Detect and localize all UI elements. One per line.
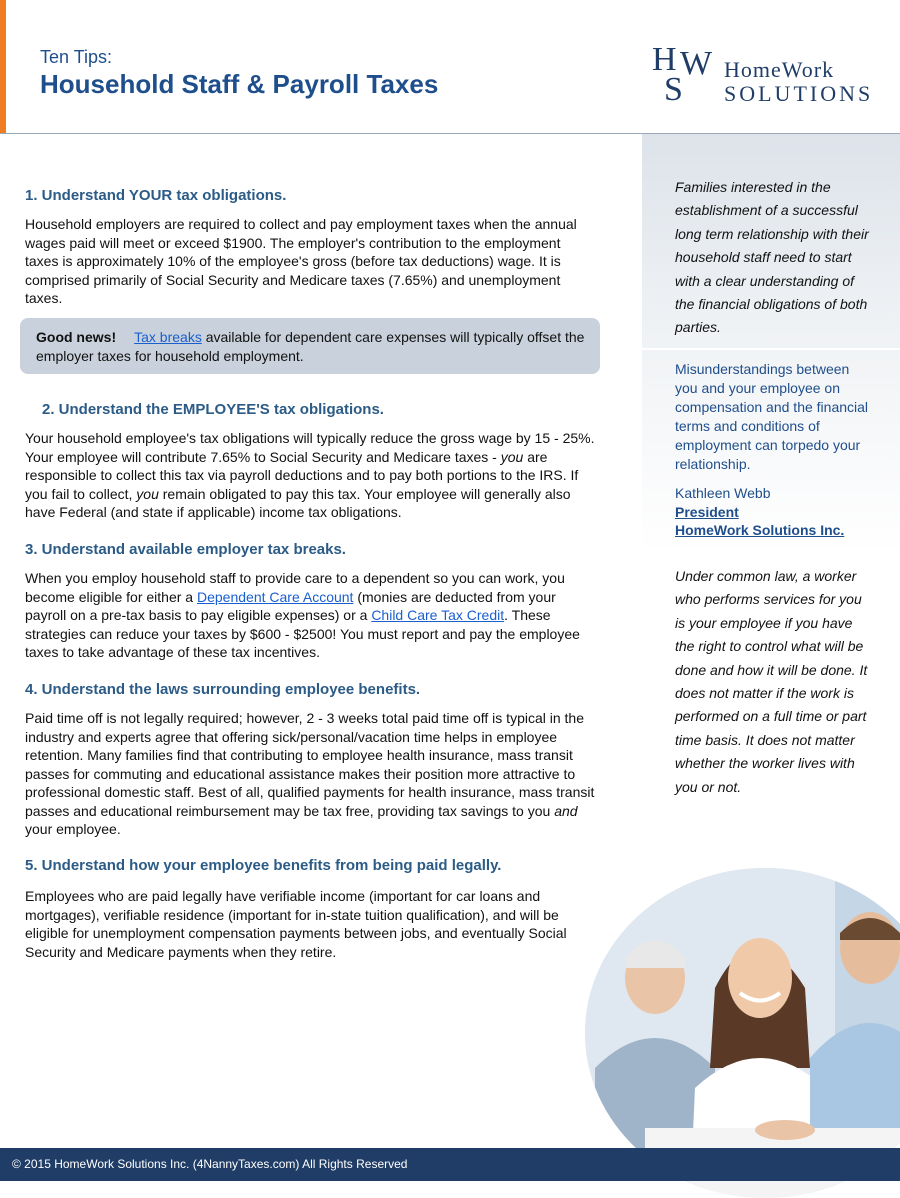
section-1-heading: 1. Understand YOUR tax obligations. [25, 187, 287, 204]
section-3-heading: 3. Understand available employer tax breaks. [25, 541, 346, 558]
author-name: Kathleen Webb [675, 485, 771, 501]
section-2-text-1: Your household employee's tax obligations will typically reduce the gross wage by 15 - 25%. Your employee will contribute 7.65% to Social Security and Medicare taxes - [25, 430, 595, 465]
section-5-heading: 5. Understand how your employee benefits from being paid legally. [25, 857, 502, 874]
accent-bar [0, 0, 6, 134]
section-4-heading: 4. Understand the laws surrounding employee benefits. [25, 681, 421, 698]
svg-text:W: W [680, 45, 713, 82]
sidebar-quote: Families interested in the establishment of a successful long term relationship with their household staff need to start with a clear understanding of the financial obligations of both parties. [675, 179, 869, 336]
section-2-em-2: you [136, 485, 159, 502]
header-kicker: Ten Tips: [40, 47, 113, 67]
section-2-text-2: are responsible to collect this tax via payroll deductions and to pay both portions to the IRS. If you fail to collect, [25, 448, 579, 502]
section-1-body: Household employers are required to collect and pay employment taxes when the annual wages paid will meet or exceed $1900. The employer's contribution to the employment taxes is approximately 10% of the employee's gross (before tax deductions) wage. It is comprised primarily of Social Security and Medicare taxes (7.65%) and unemployment taxes. [25, 216, 577, 306]
callout-text [36, 328, 591, 366]
child-care-tax-credit-link[interactable]: Child Care Tax Credit [371, 607, 505, 623]
section-3-text-1: When you employ household staff to provide care to a dependent so you can work, you become eligible for either a [25, 570, 565, 605]
sidebar-testimonial: Misunderstandings between you and your employee on compensation and the financial terms and conditions of employment can torpedo your relationship. [675, 361, 869, 472]
hsw-logo-mark-icon [650, 40, 720, 106]
sidebar-divider [642, 348, 900, 350]
section-4-text-1: Paid time off is not legally required; however, 2 - 3 weeks total paid time off is typical in the industry and experts agree that offering sick/personal/vacation time helps in employee retention. Many families find that contributing to employee health insurance, mass transit passes for commuting and educational assistance makes their position more attractive to professional domestic staff. Best of all, qualified payments for health insurance, mass transit passes and educational reimbursement may be tax free, providing tax savings to you [25, 710, 595, 819]
author-company: HomeWork Solutions Inc. [675, 522, 845, 538]
callout-label: Good news! [36, 329, 117, 345]
logo-text-solutions: SOLUTIONS [724, 81, 874, 106]
svg-text:H: H [652, 41, 677, 78]
good-news-callout [20, 318, 600, 374]
page-footer [0, 1148, 900, 1181]
section-2-body [25, 429, 595, 522]
section-2-heading: 2. Understand the EMPLOYEE'S tax obligations. [42, 401, 384, 418]
tax-breaks-link[interactable]: Tax breaks [134, 329, 202, 345]
section-3-text-2: (monies are deducted from your payroll on a pre-tax basis to pay eligible expenses) or a [25, 588, 556, 623]
section-3-text-3: . These strategies can reduce your taxes by $600 - $2500! You must report and pay the employee taxes to take advantage of these tax incentives. [25, 607, 580, 660]
section-2-em-1: you [500, 448, 524, 465]
section-4-body [25, 709, 595, 839]
section-3-body [25, 569, 595, 662]
copyright-text: © 2015 HomeWork Solutions Inc. (4NannyTaxes.com) All Rights Reserved [12, 1157, 408, 1171]
section-4-em: and [554, 802, 578, 819]
page-header [0, 0, 900, 134]
svg-text:S: S [664, 71, 683, 106]
section-4-text-2: your employee. [25, 821, 121, 837]
callout-body: available for dependent care expenses will typically offset the employer taxes for household employment. [36, 329, 585, 364]
company-logo[interactable] [650, 40, 880, 106]
logo-text-homework: HomeWork [724, 57, 835, 82]
sidebar-author [675, 484, 844, 540]
page-title: Household Staff & Payroll Taxes [40, 69, 439, 99]
section-5-body: Employees who are paid legally have verifiable income (important for car loans and mortgages), verifiable residence (important for in-state tuition qualification), and will be eligible for unemployment compensation payments between jobs, and eventually Social Security and Medicare payments when they retire. [25, 888, 567, 960]
sidebar-common-law-note: Under common law, a worker who performs services for you is your employee if you have the right to control what will be done and how it will be done. It does not matter if the work is performed on a full time or part time basis. It does not matter whether the worker lives with you or not. [675, 568, 868, 795]
dependent-care-account-link[interactable]: Dependent Care Account [197, 588, 354, 605]
author-role: President [675, 503, 739, 520]
section-2-text-3: remain obligated to pay this tax. Your employee will generally also have Federal (and state if applicable) income tax obligations. [25, 485, 571, 520]
